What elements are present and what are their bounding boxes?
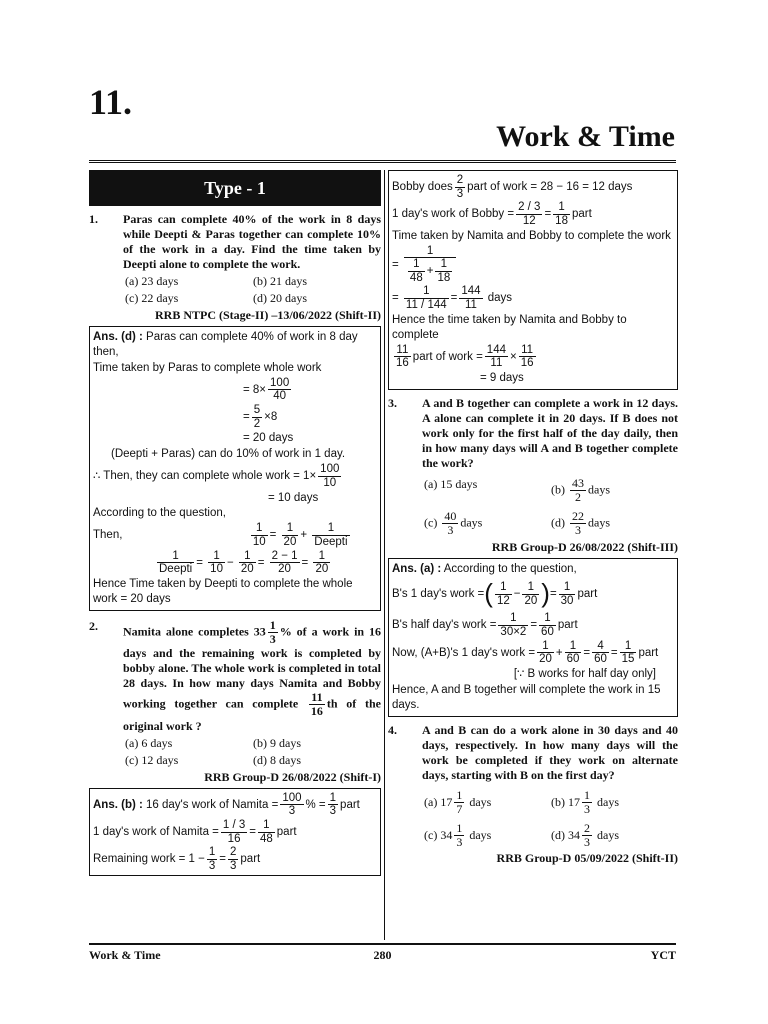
solution-line: Remaining work = 1 − $\frac{1}{3}$ = $\frac{2}{3}$ part [93, 846, 261, 872]
question-text: Namita alone completes 33 $\frac{1}{3}$ % of a work in 16 days and the remaining work is completed by bobby alone. The whole work is completed in total 28 days. In how many days Namita and Bobby working together can complete $\frac{11}{16}$ th of the original work ? [123, 617, 381, 733]
solution-line: = $\frac{5}{2}$ ×8 [243, 404, 278, 430]
question-1-options [89, 274, 381, 306]
answer-box-2b [388, 170, 678, 390]
solution-line: Time taken by Paras to complete whole work [93, 361, 322, 374]
option-d: (d) 20 days [253, 291, 307, 305]
solution-line: $\frac{11}{16}$ part of work = $\frac{144}{11}$ × $\frac{11}{16}$ [396, 343, 534, 370]
top-rule [89, 160, 676, 163]
solution-line: = $\frac{1}{11 / 144}$ = $\frac{144}{11}$ days [392, 285, 513, 312]
solution-line: Bobby does $\frac{2}{3}$ part of work = 28 − 16 = 12 days [392, 174, 633, 200]
question-3-options [388, 477, 678, 538]
answer-label: Ans. (b) : [93, 798, 143, 811]
answer-box-1 [89, 326, 381, 611]
answer-text: Paras can complete 40% of work in 8 day then, [93, 331, 358, 358]
question-number: 3. [388, 395, 397, 410]
question-3-source: RRB Group-D 26/08/2022 (Shift-III) [491, 539, 678, 554]
option-a: (a) 15 days [424, 476, 478, 491]
question-number: 4. [388, 722, 397, 737]
left-column [89, 170, 381, 876]
solution-line: 1 day's work of Bobby = $\frac{2 / 3}{12}$ = $\frac{1}{18}$ part [392, 201, 592, 227]
option-b: (b) 17 $\frac{1}{3}$ days [551, 787, 619, 816]
option-c: (c) 12 days [125, 752, 179, 767]
solution-line: = 1 $\frac{1}{48}$ + $\frac{1}{18}$ [392, 245, 674, 285]
option-d: (d) $\frac{22}{3}$ days [551, 509, 610, 538]
question-4-source: RRB Group-D 05/09/2022 (Shift-II) [496, 851, 678, 866]
solution-line: Time taken by Namita and Bobby to complete the work [392, 229, 671, 242]
option-c: (c) $\frac{40}{3}$ days [424, 509, 483, 538]
question-text: A and B together can complete a work in 12 days. A alone can complete it in 20 days. If B does not work only for the first half of the day daily, then in how many days will A and B together complete the work? [422, 395, 678, 470]
solution-line: Hence the time taken by Namita and Bobby to complete [392, 313, 627, 341]
solution-line: According to the question, [93, 507, 226, 520]
question-2-options [89, 736, 381, 768]
question-3 [388, 396, 678, 471]
solution-line: = 8× $\frac{100}{40}$ [243, 376, 290, 403]
solution-line: 1 day's work of Namita = $\frac{1 / 3}{16}$ = $\frac{1}{48}$ part [93, 818, 297, 845]
option-b: (b) 9 days [253, 735, 301, 750]
solution-line: [∵ B works for half day only] [513, 667, 656, 680]
question-1-source: RRB NTPC (Stage-II) –13/06/2022 (Shift-II) [155, 308, 381, 322]
question-4-options [388, 789, 678, 850]
page-number: 280 [373, 948, 392, 962]
solution-line: = 20 days [243, 432, 294, 445]
question-number: 2. [89, 618, 98, 633]
question-2-source: RRB Group-D 26/08/2022 (Shift-I) [204, 769, 381, 784]
option-d: (d) 8 days [253, 752, 301, 767]
solution-line: Hence Time taken by Deepti to complete the whole work = 20 days [93, 577, 353, 605]
option-a: (a) 23 days [125, 274, 179, 288]
option-a: (a) 6 days [125, 735, 173, 750]
question-number: 1. [89, 212, 98, 226]
option-c: (c) 34 $\frac{1}{3}$ days [424, 821, 492, 850]
answer-label: Ans. (d) : [93, 331, 143, 343]
chapter-number: 11. [89, 82, 133, 122]
option-d: (d) 34 $\frac{2}{3}$ days [551, 821, 619, 850]
question-text: Paras can complete 40% of the work in 8 days while Deepti & Paras together can complete 10% of the work in a day. Find the time taken by Deepti alone to complete the work. [123, 212, 381, 271]
chapter-title: Work & Time [496, 120, 675, 153]
right-column [388, 170, 678, 866]
solution-line: $\frac{1}{\text{Deepti}}$ = $\frac{1}{10}$ − $\frac{1}{20}$ = $\frac{2 - 1}{20}$ = $\frac{1}{20}$ [159, 549, 329, 576]
option-c: (c) 22 days [125, 291, 179, 305]
footer-chapter: Work & Time [89, 948, 161, 962]
answer-box-3 [388, 558, 678, 717]
solution-line: (Deepti + Paras) can do 10% of work in 1 day. [111, 448, 346, 461]
solution-line: B's 1 day's work =( $\frac{1}{12}$ − $\frac{1}{20}$ )= $\frac{1}{30}$ part [392, 578, 598, 609]
option-b: (b) $\frac{43}{2}$ days [551, 475, 610, 504]
solution-line: Then, $\frac{1}{10}$ = $\frac{1}{20}$ + $\frac{1}{\text{Deepti}}$ [93, 522, 348, 549]
option-b: (b) 21 days [253, 274, 307, 288]
option-a: (a) 17 $\frac{1}{7}$ days [424, 787, 492, 816]
question-4 [388, 723, 678, 783]
solution-line: ∴ Then, they can complete whole work = 1× $\frac{100}{10}$ [93, 463, 340, 489]
solution-line: Now, (A+B)'s 1 day's work = $\frac{1}{20}$ + $\frac{1}{60}$ = $\frac{4}{60}$ = $\frac{1}{15}$ part [392, 639, 659, 666]
answer-text: According to the question, [443, 562, 577, 575]
answer-box-2a: Ans. (b) : 16 day's work of Namita = $\frac{100}{3}$ % = $\frac{1}{3}$ part 1 day's work of Namita = $\frac{1 / 3}{16}$ = $\frac{1}{48}$ part Remaining work = 1 − $\frac{1}{3}$ = $\frac{2}{3}$ part [89, 788, 381, 877]
column-divider [384, 170, 385, 940]
footer-publisher: YCT [650, 948, 676, 962]
footer-rule [89, 943, 676, 945]
question-text: A and B can do a work alone in 30 days and 40 days, respectively. In how many days will the work be completed if they work on alternate days, starting with B on the first day? [422, 722, 678, 782]
solution-line: B's half day's work = $\frac{1}{30\times 2}$ = $\frac{1}{60}$ part [392, 612, 578, 638]
answer-label: Ans. (a) : [392, 562, 442, 575]
question-2 [89, 619, 381, 734]
solution-line: = 10 days [268, 491, 319, 504]
type-banner: Type - 1 [89, 170, 381, 206]
solution-line: Hence, A and B together will complete the work in 15 days. [392, 683, 661, 711]
solution-line: = 9 days [480, 371, 524, 384]
question-1 [89, 212, 381, 272]
